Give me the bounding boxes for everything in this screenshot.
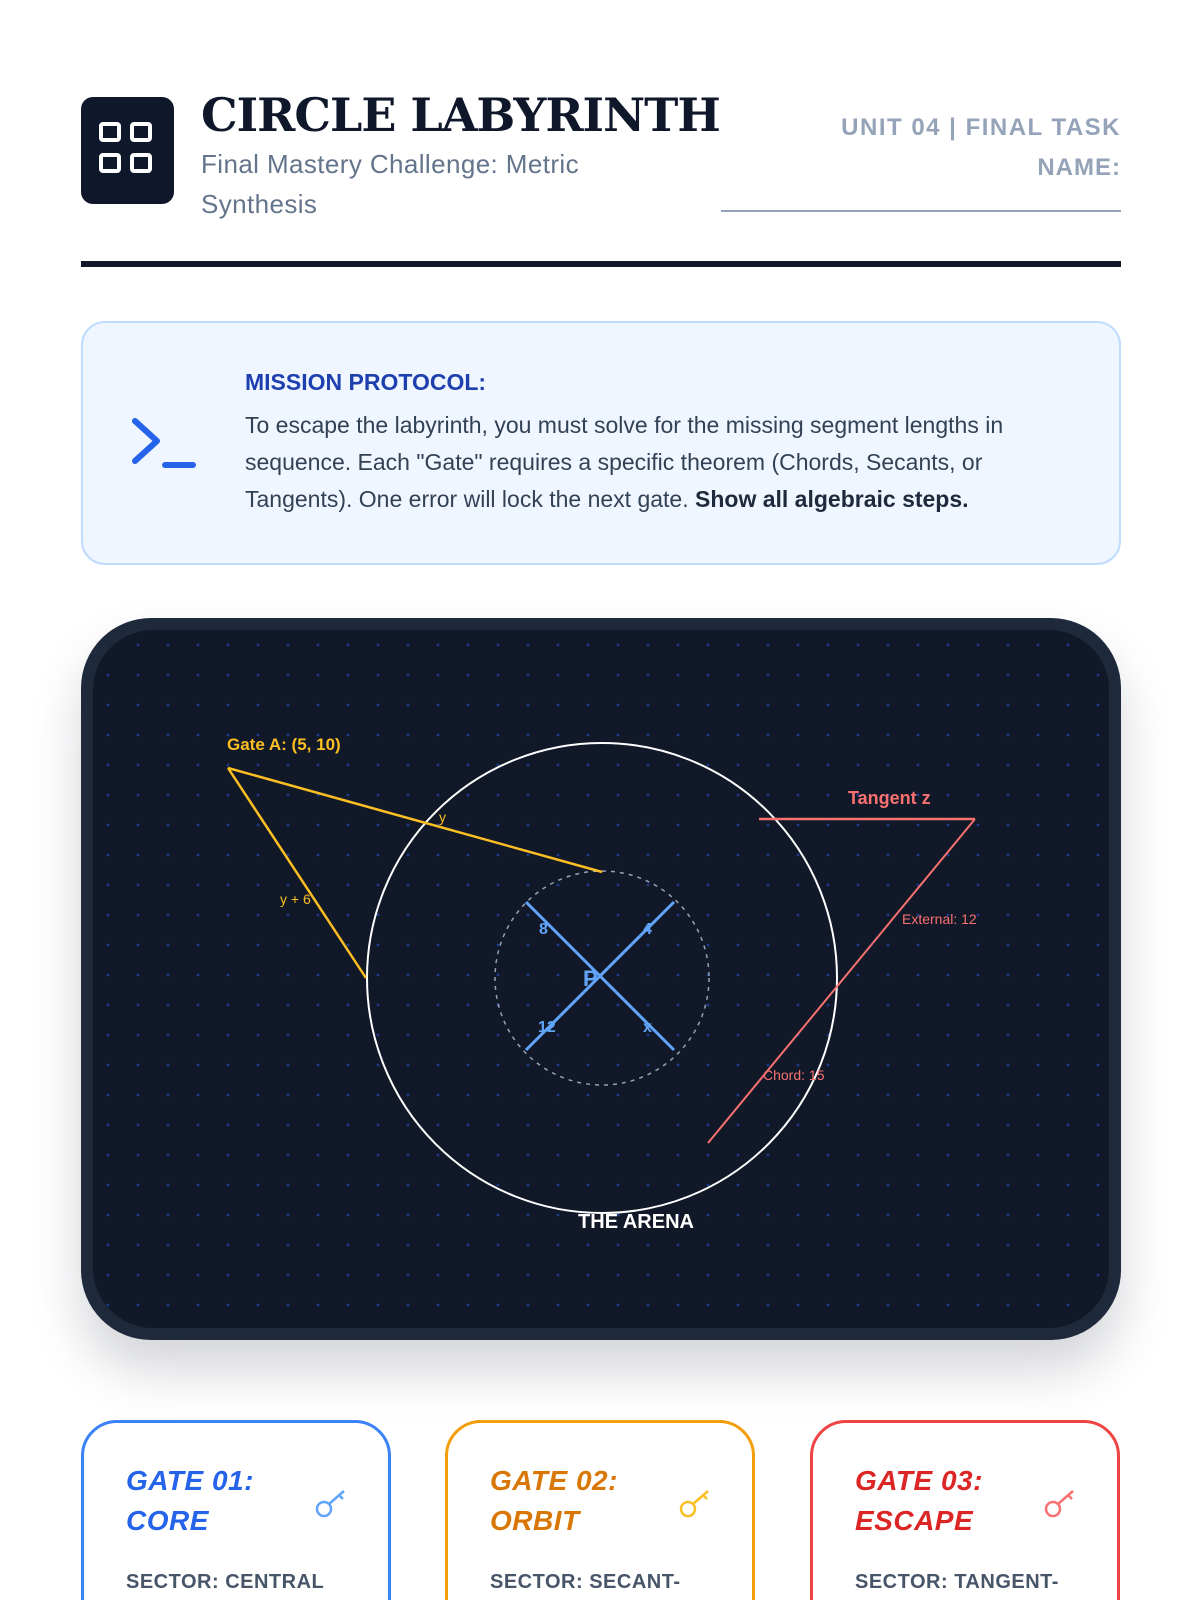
segment-8-label: 8 (539, 921, 548, 938)
segment-12-label: 12 (538, 1019, 556, 1036)
gate-card-02[interactable] (445, 1420, 755, 1600)
secant-line-upper (228, 768, 602, 872)
segment-x-label: x (643, 1019, 652, 1036)
mission-text (245, 407, 1085, 518)
chord-label: Chord: 15 (763, 1067, 825, 1083)
tangent-label: Tangent z (848, 788, 931, 808)
header-divider (81, 261, 1121, 267)
mission-label: MISSION PROTOCOL: (245, 369, 487, 395)
gate-03-sector: SECTOR: TANGENT- (855, 1571, 1059, 1593)
red-secant-line (708, 819, 975, 1143)
page-subtitle: Final Mastery Challenge: Metric Synthesis (201, 149, 579, 219)
arena-canvas (93, 630, 1109, 1328)
segment-4-label: 4 (643, 921, 652, 938)
gate-01-title: GATE 01: CORE (126, 1465, 254, 1536)
grid-icon (81, 97, 174, 204)
arena-panel (81, 618, 1121, 1340)
key-icon (1043, 1485, 1077, 1519)
gate-02-sector: SECTOR: SECANT- (490, 1571, 681, 1593)
gate-a-label: Gate A: (5, 10) (227, 735, 341, 754)
unit-label: UNIT 04 | FINAL TASK (841, 114, 1121, 141)
key-icon (678, 1485, 712, 1519)
name-field[interactable] (721, 210, 1121, 212)
external-label: External: 12 (902, 911, 977, 927)
gate-01-sector: SECTOR: CENTRAL (126, 1571, 325, 1593)
gate-card-03[interactable] (810, 1420, 1120, 1600)
gate-03-title: GATE 03: ESCAPE (855, 1465, 983, 1536)
secant-y6-label: y + 6 (280, 891, 311, 907)
gate-02-title: GATE 02: ORBIT (490, 1465, 618, 1536)
mission-body: To escape the labyrinth, you must solve for the missing segment lengths in sequence. Each "Gate" requires a specific theorem (Chords, Secants, or Tangents). One error will lock the next gate. (245, 412, 1004, 512)
mission-protocol-box (81, 321, 1121, 565)
arena-diagram (93, 630, 1109, 1328)
terminal-icon (131, 415, 201, 475)
page-header (81, 88, 1121, 268)
key-icon (314, 1485, 348, 1519)
center-label-p: P (583, 966, 598, 991)
arena-label: THE ARENA (578, 1211, 694, 1233)
secant-y-label: y (439, 809, 446, 825)
name-label: NAME: (1037, 154, 1121, 181)
page-title: CIRCLE LABYRINTH (201, 88, 720, 142)
gate-card-01[interactable] (81, 1420, 391, 1600)
mission-emphasis: Show all algebraic steps. (695, 486, 969, 512)
